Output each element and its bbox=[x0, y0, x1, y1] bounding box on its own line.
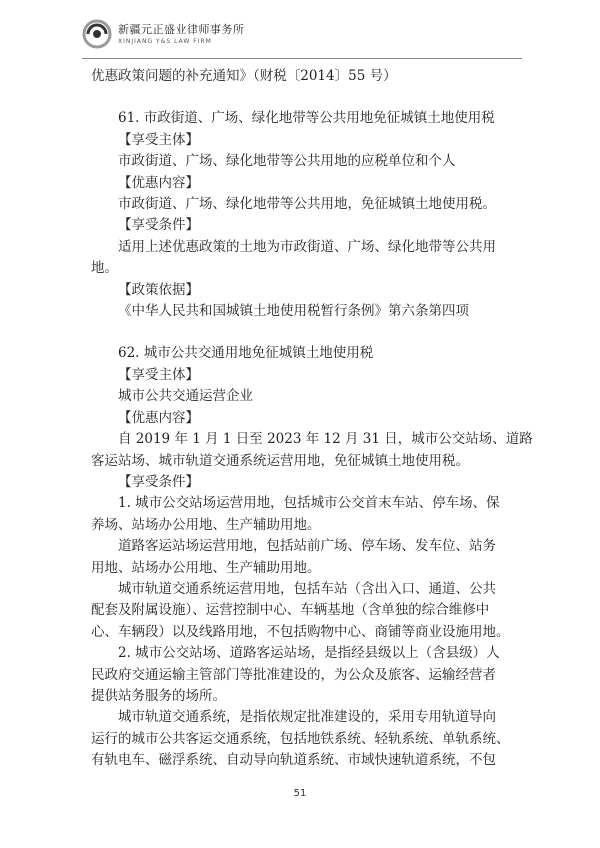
firm-name-chinese: 新疆元正盛业律师事务所 bbox=[118, 22, 245, 36]
firm-name bbox=[118, 23, 245, 46]
text-line: 用地、站场办公用地、生产辅助用地。 bbox=[91, 559, 321, 576]
text-line: 1. 城市公交站场运营用地，包括城市公交首末车站、停车场、保 bbox=[118, 495, 500, 512]
text-line: 61. 市政街道、广场、绿化地带等公共用地免征城镇土地使用税 bbox=[118, 110, 495, 127]
paragraph-gap bbox=[91, 322, 521, 343]
text-line: 市政街道、广场、绿化地带等公共用地，免征城镇土地使用税。 bbox=[118, 196, 496, 213]
text-line: 《中华人民共和国城镇土地使用税暂行条例》第六条第四项 bbox=[118, 303, 469, 320]
text-line: 有轨电车、磁浮系统、自动导向轨道系统、市域快速轨道系统，不包 bbox=[91, 752, 496, 769]
paragraph-gap bbox=[91, 87, 521, 108]
page-number: 51 bbox=[293, 788, 307, 799]
text-line: 优惠政策问题的补充通知》（财税〔2014〕55 号） bbox=[91, 68, 397, 84]
text-line: 民政府交通运输主管部门等批准建设的，为公众及旅客、运输经营者 bbox=[91, 666, 496, 683]
text-line: 【政策依据】 bbox=[118, 281, 199, 298]
text-line: 道路客运站场运营用地，包括站前广场、停车场、发车位、站务 bbox=[118, 538, 496, 555]
text-line: 2. 城市公交站场、道路客运站场，是指经县级以上（含县级）人 bbox=[118, 645, 500, 662]
text-line: 市政街道、广场、绿化地带等公共用地的应税单位和个人 bbox=[118, 153, 456, 170]
firm-name-english: XINJIANG Y&S LAW FIRM bbox=[118, 37, 212, 45]
text-line: 运行的城市公共客运交通系统，包括地铁系统、轻轨系统、单轨系统、 bbox=[91, 730, 510, 747]
text-line: 【享受条件】 bbox=[118, 217, 199, 234]
text-line: 城市轨道交通系统运营用地，包括车站（含出入口、通道、公共 bbox=[118, 580, 496, 597]
header-divider bbox=[82, 58, 522, 59]
text-line: 地。 bbox=[91, 260, 118, 277]
text-line: 【优惠内容】 bbox=[118, 174, 199, 191]
text-line: 心、车辆段）以及线路用地，不包括购物中心、商铺等商业设施用地。 bbox=[91, 623, 510, 640]
text-line: 【享受主体】 bbox=[118, 131, 199, 148]
page-header bbox=[82, 14, 245, 54]
text-line: 客运站场、城市轨道交通系统运营用地，免征城镇土地使用税。 bbox=[91, 452, 469, 469]
text-line: 【享受条件】 bbox=[118, 473, 199, 490]
text-line: 【享受主体】 bbox=[118, 366, 199, 383]
text-line: 城市公共交通运营企业 bbox=[118, 388, 253, 405]
text-line: 提供站务服务的场所。 bbox=[91, 687, 226, 704]
text-line: 适用上述优惠政策的土地为市政街道、广场、绿化地带等公共用 bbox=[118, 238, 496, 255]
text-line: 【优惠内容】 bbox=[118, 409, 199, 426]
text-line: 62. 城市公共交通用地免征城镇土地使用税 bbox=[118, 345, 374, 362]
text-line: 城市轨道交通系统，是指依规定批准建设的，采用专用轨道导向 bbox=[118, 709, 496, 726]
text-line: 自 2019 年 1 月 1 日至 2023 年 12 月 31 日，城市公交站场、道路 bbox=[118, 431, 533, 448]
text-line: 养场、站场办公用地、生产辅助用地。 bbox=[91, 516, 321, 533]
text-line: 配套及附属设施）、运营控制中心、车辆基地（含单独的综合维修中 bbox=[91, 602, 490, 619]
firm-logo-icon bbox=[82, 19, 112, 49]
document-body bbox=[91, 66, 533, 772]
